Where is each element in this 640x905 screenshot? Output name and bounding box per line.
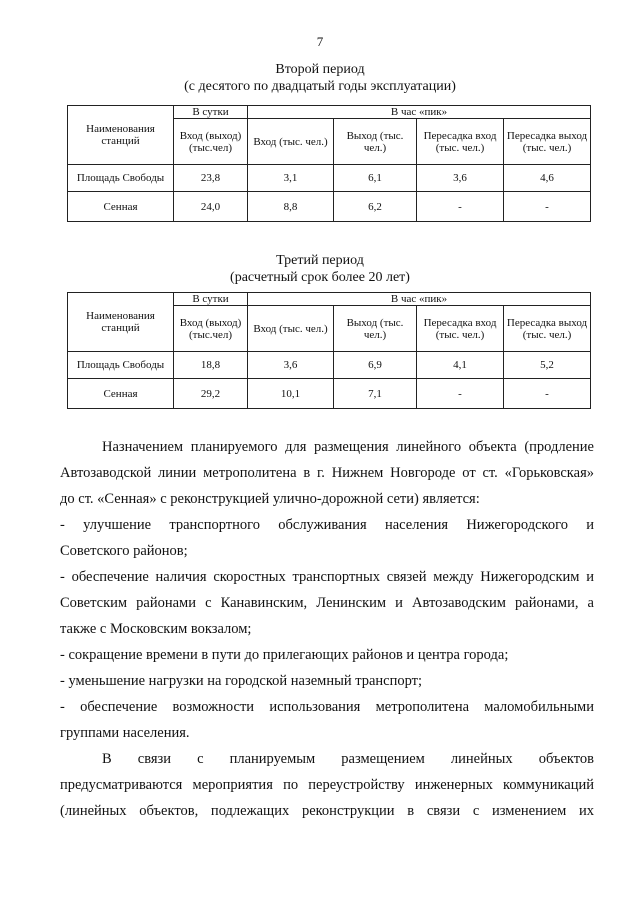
table-third-period: [67, 292, 591, 409]
cell-peak-out: 6,2: [334, 192, 417, 222]
header-peak-hour: В час «пик»: [248, 293, 591, 306]
table-row: [68, 352, 591, 379]
cell-station: Площадь Свободы: [68, 352, 174, 379]
cell-day: 24,0: [174, 192, 248, 222]
header-station: Наименования станций: [68, 293, 174, 352]
cell-transfer-out: 4,6: [504, 165, 591, 192]
list-item-line: - обеспечение наличия скоростных транспортных связей между Нижегородским и: [60, 569, 594, 585]
header-peak-out: Выход (тыс. чел.): [334, 306, 417, 352]
list-item-line: - уменьшение нагрузки на городской наземный транспорт;: [60, 673, 423, 689]
cell-day: 18,8: [174, 352, 248, 379]
table-row: [68, 379, 591, 409]
cell-peak-in: 3,1: [248, 165, 334, 192]
cell-station: Площадь Свободы: [68, 165, 174, 192]
header-per-day: В сутки: [174, 293, 248, 306]
cell-transfer-out: -: [504, 192, 591, 222]
header-station: Наименования станций: [68, 106, 174, 165]
header-per-day: В сутки: [174, 106, 248, 119]
paragraph-line: Назначением планируемого для размещения линейного объекта (продление: [102, 439, 594, 455]
list-item-line: группами населения.: [60, 725, 190, 741]
cell-day: 29,2: [174, 379, 248, 409]
cell-peak-in: 8,8: [248, 192, 334, 222]
header-day-in-out: Вход (выход) (тыс.чел): [174, 119, 248, 165]
paragraph-line: предусматриваются мероприятия по переустройству инженерных коммуникаций: [60, 777, 594, 793]
cell-day: 23,8: [174, 165, 248, 192]
page-number: 7: [316, 34, 324, 49]
cell-transfer-out: 5,2: [504, 352, 591, 379]
table-third-title: [0, 252, 640, 286]
header-transfer-in: Пересадка вход (тыс. чел.): [417, 306, 504, 352]
cell-transfer-in: -: [417, 192, 504, 222]
table-second-period: [67, 105, 591, 222]
table-third-title-line2: (расчетный срок более 20 лет): [230, 270, 410, 285]
cell-peak-out: 6,1: [334, 165, 417, 192]
cell-peak-in: 3,6: [248, 352, 334, 379]
table-second-title: [0, 61, 640, 95]
header-transfer-out: Пересадка выход (тыс. чел.): [504, 119, 591, 165]
header-peak-in: Вход (тыс. чел.): [248, 306, 334, 352]
cell-transfer-in: 4,1: [417, 352, 504, 379]
header-peak-hour: В час «пик»: [248, 106, 591, 119]
cell-transfer-in: 3,6: [417, 165, 504, 192]
list-item-line: - обеспечение возможности использования метрополитена маломобильными: [60, 699, 594, 715]
list-item-line: Советского районов;: [60, 543, 188, 559]
body-text: [60, 434, 594, 824]
header-transfer-in: Пересадка вход (тыс. чел.): [417, 119, 504, 165]
paragraph-line: Автозаводской линии метрополитена в г. Нижнем Новгороде от ст. «Горьковская»: [60, 465, 594, 481]
table-second-title-line2: (с десятого по двадцатый годы эксплуатации): [184, 79, 456, 94]
header-peak-out: Выход (тыс. чел.): [334, 119, 417, 165]
paragraph-line: (линейных объектов, подлежащих реконструкции в связи с изменением их: [60, 803, 594, 819]
cell-peak-out: 7,1: [334, 379, 417, 409]
cell-station: Сенная: [68, 379, 174, 409]
list-item-line: Советским районами с Канавинским, Ленинским и Автозаводским районами, а: [60, 595, 594, 611]
cell-peak-in: 10,1: [248, 379, 334, 409]
table-row: [68, 165, 591, 192]
table-second-title-line1: Второй период: [275, 62, 365, 77]
cell-transfer-in: -: [417, 379, 504, 409]
paragraph-line: В связи с планируемым размещением линейных объектов: [102, 751, 594, 767]
list-item-line: - сокращение времени в пути до прилегающих районов и центра города;: [60, 647, 509, 663]
list-item-line: - улучшение транспортного обслуживания населения Нижегородского и: [60, 517, 594, 533]
table-row: [68, 192, 591, 222]
paragraph-line: до ст. «Сенная» с реконструкцией улично-дорожной сети) является:: [60, 491, 480, 507]
header-day-in-out: Вход (выход) (тыс.чел): [174, 306, 248, 352]
header-transfer-out: Пересадка выход (тыс. чел.): [504, 306, 591, 352]
cell-transfer-out: -: [504, 379, 591, 409]
table-third-title-line1: Третий период: [276, 253, 364, 268]
header-peak-in: Вход (тыс. чел.): [248, 119, 334, 165]
list-item-line: также с Московским вокзалом;: [60, 621, 252, 637]
cell-peak-out: 6,9: [334, 352, 417, 379]
cell-station: Сенная: [68, 192, 174, 222]
